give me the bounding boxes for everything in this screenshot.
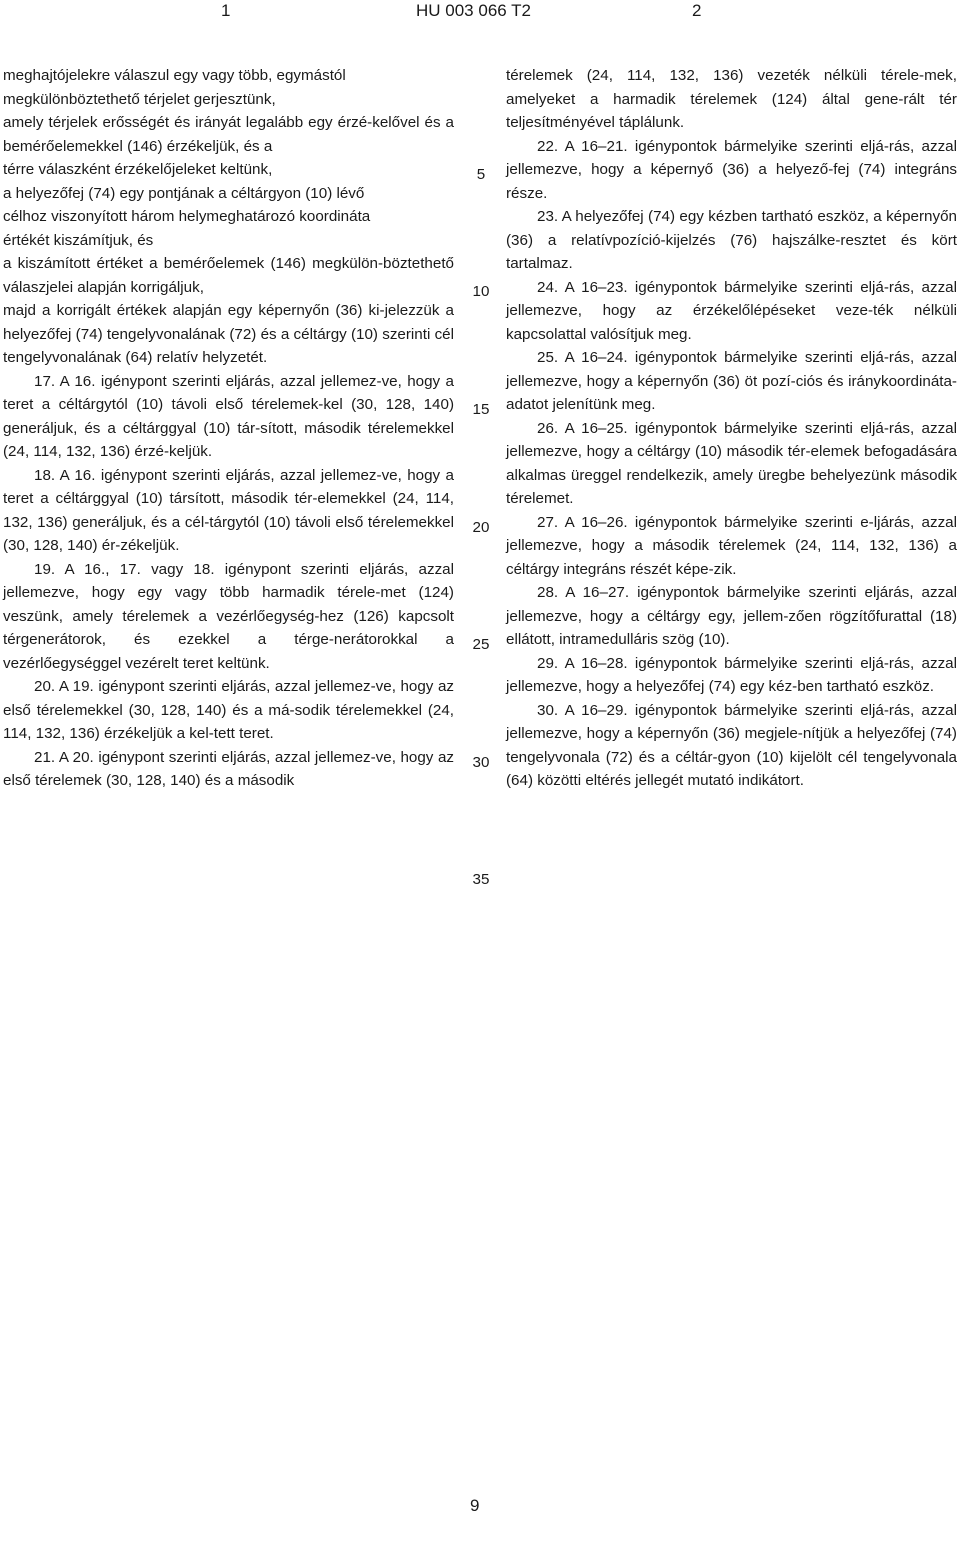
line-number: 35: [472, 871, 490, 888]
line-number: 20: [472, 519, 490, 536]
header-page-right: 2: [692, 1, 702, 20]
line-number: 10: [472, 283, 490, 300]
right-text-column: [506, 64, 957, 793]
claim-27: 27. A 16–26. igénypontok bármelyike szerinti e-ljárás, azzal jellemezve, hogy a második térelemek (24, 114, 132, 136) a céltárgy integráns részét képe-zik.: [506, 513, 957, 578]
claim-19: 19. A 16., 17. vagy 18. igénypont szerinti eljárás, azzal jellemezve, hogy egy vagy több harmadik térele-met (124) veszünk, amely térelemek a vezérlőegység-hez (126) kapcsolt térgenerátorok, és ezekkel a térge-nerátorokkal a vezérlőegységgel vezérelt teret keltünk.: [3, 560, 454, 672]
line-number: 15: [472, 401, 490, 418]
claim-18: 18. A 16. igénypont szerinti eljárás, azzal jellemez-ve, hogy a teret a céltárggyal (10) társított, második tér-elemekkel (24, 114, 132, 136) generáljuk, és a cél-tárgytól (10) távoli első térelemekkel (30, 128, 140) ér-zékeljük.: [3, 466, 454, 554]
claim-24: 24. A 16–23. igénypontok bármelyike szerinti eljá-rás, azzal jellemezve, hogy az érzékelőlépéseket veze-ték nélküli kapcsolattal valósítjuk meg.: [506, 278, 957, 343]
line-number: 5: [476, 166, 486, 183]
claim-23: 23. A helyezőfej (74) egy kézben tartható eszköz, a képernyőn (36) a relatívpozíció-kijelzés (76) hajszálke-resztet és kört tartalmaz.: [506, 208, 957, 272]
claim-21: 21. A 20. igénypont szerinti eljárás, azzal jellemez-ve, hogy az első térelemek (30, 128, 140) és a második: [3, 748, 454, 789]
header-document-id: HU 003 066 T2: [416, 1, 531, 20]
claim-26: 26. A 16–25. igénypontok bármelyike szerinti eljá-rás, azzal jellemezve, hogy a céltárgy (10) második tér-elemek befogadására alkalmas üreggel rendelkezik, amely üregbe behelyezünk második térelemet.: [506, 419, 957, 507]
claim-20: 20. A 19. igénypont szerinti eljárás, azzal jellemez-ve, hogy az első térelemekkel (30, 128, 140) és a má-sodik térelemekkel (24, 114, 132, 136) érzékeljük a kel-tett teret.: [3, 678, 454, 742]
claim-29: 29. A 16–28. igénypontok bármelyike szerinti eljá-rás, azzal jellemezve, hogy a helyezőfej (74) egy kéz-ben tartható eszköz.: [506, 654, 957, 695]
claim-30: 30. A 16–29. igénypontok bármelyike szerinti eljá-rás, azzal jellemezve, hogy a képernyőn (36) megjele-nítjük a helyezőfej (74) tengelyvonala (72) és a céltár-gyon (10) kijelölt cél tengelyvonala (64) közötti eltérés jellegét mutató indikátort.: [506, 701, 957, 789]
paragraph: térelemek (24, 114, 132, 136) vezeték nélküli térele-mek, amelyeket a harmadik térelemek (124) által gene-rált tér teljesítményével táplálunk.: [506, 67, 957, 131]
claim-22: 22. A 16–21. igénypontok bármelyike szerinti eljá-rás, azzal jellemezve, hogy a képernyő (36) a helyező-fej (74) integráns része.: [506, 137, 957, 202]
paragraph: majd a korrigált értékek alapján egy képernyőn (36) ki-jelezzük a helyezőfej (74) tengelyvonalának (72) és a céltárgy (10) szerinti cél tengelyvonalának (64) relatív helyzetét.: [3, 302, 454, 366]
paragraph: amely térjelek erősségét és irányát legalább egy érzé-kelővel és a bemérőelemekkel (146) érzékeljük, és a: [3, 114, 454, 155]
paragraph: értékét kiszámítjuk, és: [3, 231, 154, 249]
paragraph: célhoz viszonyított három helymeghatározó koordináta: [3, 208, 371, 225]
line-number: 25: [472, 636, 490, 653]
line-number: 30: [472, 754, 490, 771]
claim-17: 17. A 16. igénypont szerinti eljárás, azzal jellemez-ve, hogy a teret a céltárgytól (10) távoli első térelemek-kel (30, 128, 140) generáljuk, és a céltárggyal (10) tár-sított, második térelemekkel (24, 114, 132, 136) érzé-keljük.: [3, 372, 454, 460]
page-number: 9: [470, 1496, 480, 1515]
paragraph: térre válaszként érzékelőjeleket keltünk,: [3, 161, 273, 178]
left-text-column: [3, 64, 454, 793]
paragraph: a helyezőfej (74) egy pontjának a céltárgyon (10) lévő: [3, 184, 365, 202]
paragraph: megkülönböztethető térjelet gerjesztünk,: [3, 90, 276, 108]
paragraph: meghajtójelekre válaszul egy vagy több, egymástól: [3, 67, 346, 84]
header-page-left: 1: [221, 1, 231, 20]
claim-25: 25. A 16–24. igénypontok bármelyike szerinti eljá-rás, azzal jellemezve, hogy a képernyőn (36) öt pozí-ciós és iránykoordináta-adatot jelenítünk meg.: [506, 349, 957, 413]
paragraph: a kiszámított értéket a bemérőelemek (146) megkülön-böztethető válaszjelei alapján korrigáljuk,: [3, 255, 454, 296]
claim-28: 28. A 16–27. igénypontok bármelyike szerinti eljárás, azzal jellemezve, hogy a céltárgy egy, jellem-zően rögzítőfurattal (18) ellátott, intramedulláris szög (10).: [506, 584, 957, 648]
